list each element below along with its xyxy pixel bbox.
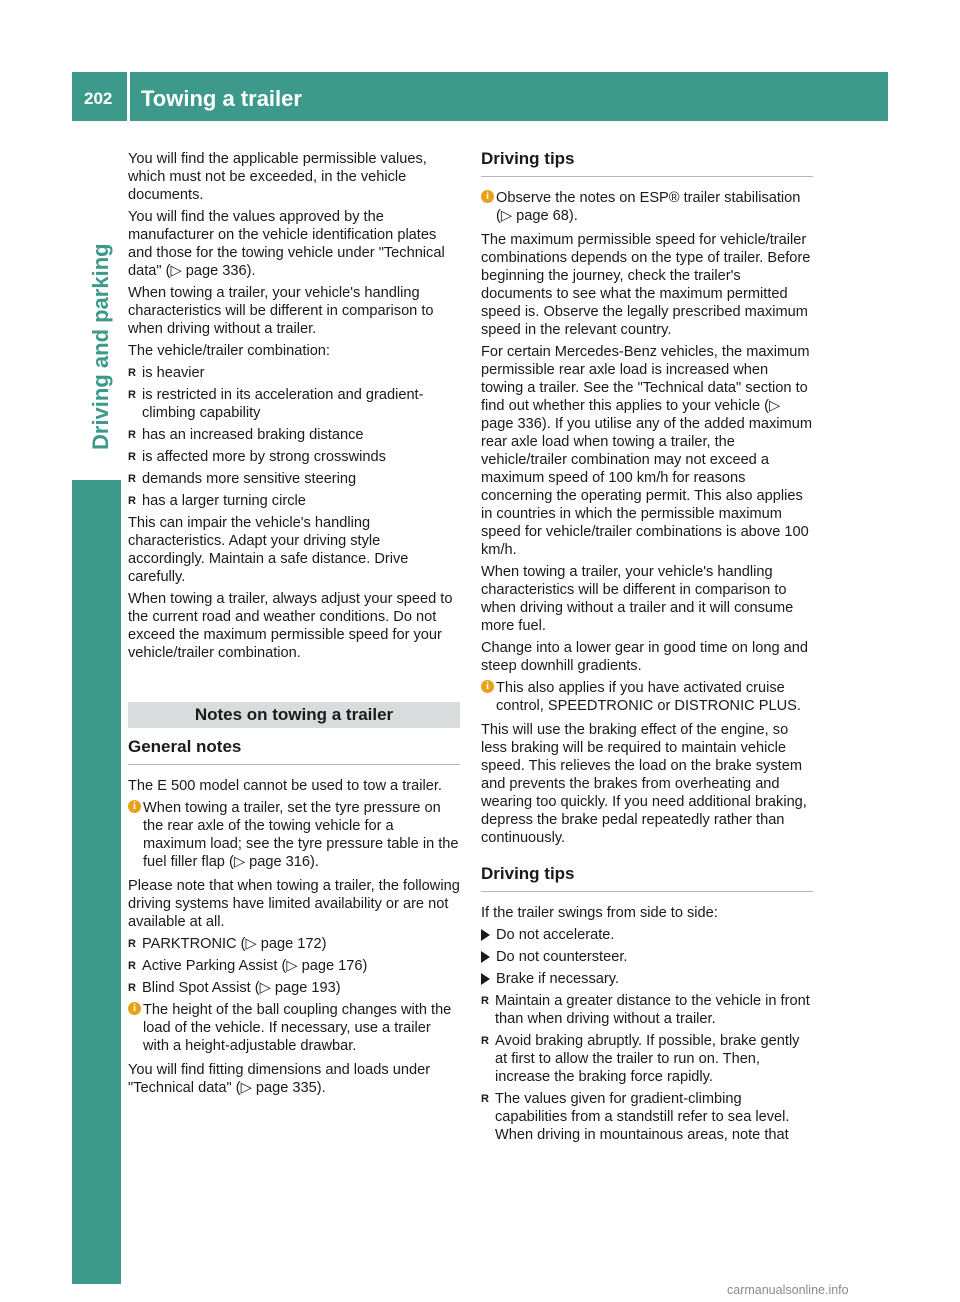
- action-step-text: Do not countersteer.: [496, 949, 628, 965]
- paragraph: The maximum permissible speed for vehicle/trailer combinations depends on the type of trailer. Before beginning the journey, check the trailer's documents to see what the maximum permitted speed is. Observe the legally prescribed maximum speed in the relevant country.: [481, 232, 811, 338]
- page-number: 202: [84, 89, 113, 108]
- info-note-text: The height of the ball coupling changes with the load of the vehicle. If necessary, use a trailer with a height-adjustable drawbar.: [143, 1002, 452, 1054]
- paragraph: You will find the applicable permissible values, which must not be exceeded, in the vehicle documents.: [128, 151, 427, 203]
- info-note: [481, 679, 813, 715]
- left-column: [128, 150, 460, 1101]
- paragraph: For certain Mercedes-Benz vehicles, the maximum permissible rear axle load is increased when towing a trailer. See the "Technical data" section to find out whether this applies to your vehicle (▷ page 336). If you utilise any of the added maximum rear axle load when towing a trailer, the vehicle/trailer combination may not exceed a maximum speed of 100 km/h for reasons concerning the operating permit. This also applies in countries in which the permissible maximum speed for vehicle/trailer combinations is above 100 km/h.: [481, 344, 812, 558]
- section-heading: Driving tips: [481, 865, 813, 892]
- section-side-block: [72, 480, 121, 1284]
- paragraph: This can impair the vehicle's handling characteristics. Adapt your driving style accordingly. Maintain a safe distance. Drive carefully.: [128, 515, 409, 585]
- header-divider: [127, 72, 130, 121]
- section-band-title: Notes on towing a trailer: [128, 702, 460, 728]
- action-step-text: Do not accelerate.: [496, 927, 615, 943]
- action-steps-list: [481, 926, 813, 988]
- paragraph: When towing a trailer, your vehicle's handling characteristics will be different in comparison to when driving without a trailer and it will consume more fuel.: [481, 564, 794, 634]
- action-arrow-icon: [481, 951, 490, 963]
- info-note: [128, 1001, 460, 1055]
- driving-tips-list: [481, 992, 813, 1144]
- info-note-text: When towing a trailer, set the tyre pressure on the rear axle of the towing vehicle for a maximum load; see the tyre pressure table in the fuel filler flap (▷ page 316).: [143, 800, 459, 870]
- list-item: R is heavier: [128, 364, 460, 382]
- info-note: [481, 189, 813, 225]
- action-arrow-icon: [481, 973, 490, 985]
- paragraph: You will find the values approved by the manufacturer on the vehicle identification plates and those for the towing vehicle under "Technical data" (▷ page 336).: [128, 209, 445, 279]
- paragraph: You will find fitting dimensions and loads under "Technical data" (▷ page 335).: [128, 1062, 431, 1096]
- list-item: R has a larger turning circle: [128, 492, 460, 510]
- action-step: [481, 926, 813, 944]
- info-note: [128, 799, 460, 871]
- paragraph: Please note that when towing a trailer, the following driving systems have limited availability or are not available at all.: [128, 878, 460, 930]
- paragraph: The vehicle/trailer combination:: [128, 343, 330, 359]
- list-item: R Active Parking Assist (▷ page 176): [128, 957, 460, 975]
- action-step-text: Brake if necessary.: [496, 971, 620, 987]
- paragraph: Change into a lower gear in good time on long and steep downhill gradients.: [481, 640, 808, 674]
- paragraph: This will use the braking effect of the engine, so less braking will be required to maintain vehicle speed. This relieves the load on the brake system and prevents the brakes from overheating and wearing too quickly. If you need additional braking, depress the brake pedal repeatedly rather than continuously.: [481, 722, 807, 846]
- action-step: [481, 948, 813, 966]
- info-icon: i: [481, 680, 494, 693]
- list-item: R The values given for gradient-climbing capabilities from a standstill refer to sea level. When driving in mountainous areas, note that: [481, 1090, 813, 1144]
- list-item: R is affected more by strong crosswinds: [128, 448, 460, 466]
- watermark: carmanualsonline.info: [727, 1283, 849, 1297]
- list-item: R Maintain a greater distance to the vehicle in front than when driving without a trailer.: [481, 992, 813, 1028]
- paragraph: If the trailer swings from side to side:: [481, 905, 718, 921]
- info-note-text: This also applies if you have activated cruise control, SPEEDTRONIC or DISTRONIC PLUS.: [496, 680, 801, 714]
- right-column: [481, 150, 813, 1148]
- list-item: R is restricted in its acceleration and gradient-climbing capability: [128, 386, 460, 422]
- info-icon: i: [481, 190, 494, 203]
- paragraph: When towing a trailer, your vehicle's handling characteristics will be different in comparison to when driving without a trailer.: [128, 285, 434, 337]
- list-item: R Blind Spot Assist (▷ page 193): [128, 979, 460, 997]
- info-note-text: Observe the notes on ESP® trailer stabilisation (▷ page 68).: [496, 190, 801, 224]
- page-title: Towing a trailer: [141, 86, 302, 111]
- paragraph: When towing a trailer, always adjust your speed to the current road and weather conditions. Do not exceed the maximum permissible speed for your vehicle/trailer combination.: [128, 591, 453, 661]
- systems-list: [128, 935, 460, 997]
- info-icon: i: [128, 800, 141, 813]
- info-icon: i: [128, 1002, 141, 1015]
- section-heading: General notes: [128, 738, 460, 765]
- list-item: R demands more sensitive steering: [128, 470, 460, 488]
- action-step: [481, 970, 813, 988]
- list-item: R Avoid braking abruptly. If possible, brake gently at first to allow the trailer to run on. Then, increase the braking force rapidly.: [481, 1032, 813, 1086]
- paragraph: The E 500 model cannot be used to tow a trailer.: [128, 778, 442, 794]
- section-heading: Driving tips: [481, 150, 813, 177]
- action-arrow-icon: [481, 929, 490, 941]
- combination-list: [128, 364, 460, 510]
- section-side-label: Driving and parking: [88, 243, 113, 450]
- list-item: R PARKTRONIC (▷ page 172): [128, 935, 460, 953]
- list-item: R has an increased braking distance: [128, 426, 460, 444]
